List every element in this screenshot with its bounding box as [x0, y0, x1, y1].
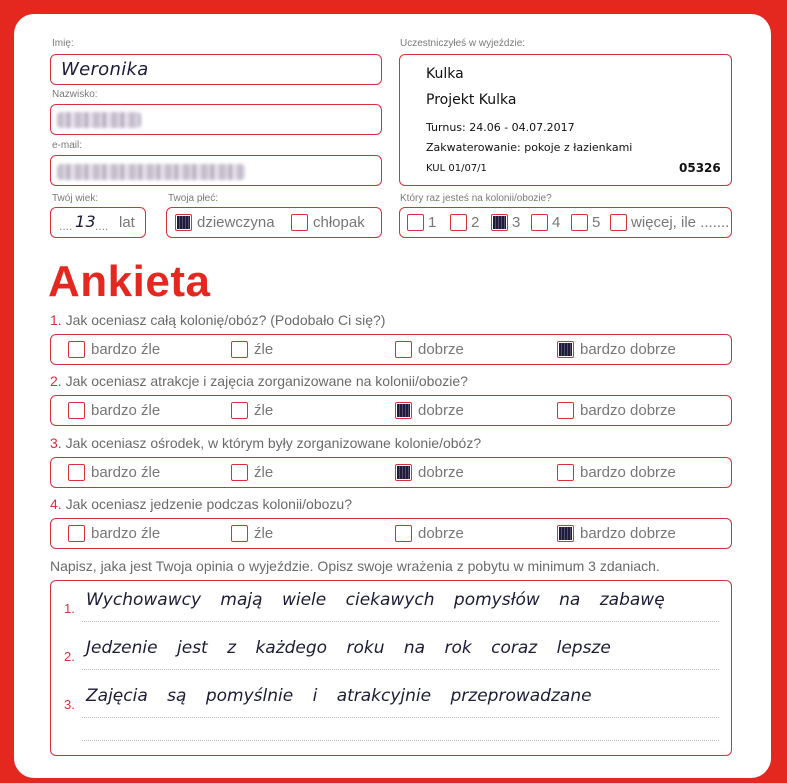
rating-option-label: bardzo dobrze — [580, 525, 676, 542]
rating-option[interactable] — [231, 458, 273, 487]
question-text: Jak oceniasz jedzenie podczas kolonii/obozu? — [65, 496, 352, 512]
question-number: 4. — [50, 496, 62, 512]
times-label: Który raz jesteś na kolonii/obozie? — [400, 193, 552, 204]
gender-option-girl[interactable]: dziewczyna — [175, 214, 275, 231]
question-1-options — [50, 334, 732, 365]
participant-label: Uczestniczyłeś w wyjeździe: — [400, 38, 526, 49]
rating-option-label: bardzo źle — [91, 464, 161, 481]
rating-option[interactable] — [557, 519, 676, 548]
question-3-options — [50, 457, 732, 488]
rating-option[interactable] — [557, 458, 676, 487]
checkbox[interactable] — [557, 464, 574, 481]
handwritten-answer: Zajęcia są pomyślnie i atrakcyjnie przeprowadzane — [86, 686, 592, 706]
rating-option-label: dobrze — [418, 525, 464, 542]
checkbox[interactable] — [68, 464, 85, 481]
checkbox[interactable] — [395, 402, 412, 419]
checkbox[interactable] — [231, 464, 248, 481]
rating-option[interactable] — [395, 519, 464, 548]
question-1-title — [50, 312, 385, 328]
times-option-2[interactable]: 2 — [450, 214, 479, 231]
question-2-title — [50, 373, 468, 389]
times-option-4[interactable]: 4 — [531, 214, 560, 231]
rating-option[interactable] — [395, 335, 464, 364]
question-text: Jak oceniasz ośrodek, w którym były zorganizowane kolonie/obóz? — [65, 435, 482, 451]
question-2-options — [50, 395, 732, 426]
rating-option[interactable] — [557, 335, 676, 364]
checkbox[interactable] — [571, 214, 588, 231]
checkbox[interactable] — [610, 214, 627, 231]
checkbox[interactable] — [231, 402, 248, 419]
checkbox[interactable] — [557, 402, 574, 419]
rating-option[interactable] — [68, 519, 160, 548]
checkbox[interactable] — [557, 525, 574, 542]
checkbox[interactable] — [68, 402, 85, 419]
checkbox[interactable] — [68, 525, 85, 542]
opinion-line[interactable] — [64, 585, 719, 632]
email-redacted — [57, 164, 245, 180]
rating-option[interactable] — [231, 396, 273, 425]
dotted-line — [82, 740, 719, 741]
age-value: 13 — [75, 212, 96, 231]
page-title: Ankieta — [48, 257, 211, 306]
opinion-line[interactable] — [64, 633, 719, 680]
question-number: 2. — [50, 373, 62, 389]
checkbox[interactable] — [68, 341, 85, 358]
rating-option-label: bardzo źle — [91, 525, 161, 542]
question-4-title — [50, 496, 352, 512]
rating-option-label: źle — [254, 402, 274, 419]
checkbox[interactable] — [231, 341, 248, 358]
camp-line2: Projekt Kulka — [426, 92, 517, 108]
times-option-5[interactable]: 5 — [571, 214, 600, 231]
question-3-title — [50, 435, 481, 451]
question-text: Jak oceniasz atrakcje i zajęcia zorganizowane na kolonii/obozie? — [65, 373, 468, 389]
email-field[interactable] — [50, 155, 382, 186]
rating-option-label: źle — [254, 525, 274, 542]
age-field[interactable]: .... 13 .... lat — [50, 207, 146, 238]
name-value: Weronika — [61, 59, 149, 80]
camp-accommodation: Zakwaterowanie: pokoje z łazienkami — [426, 141, 633, 154]
opinion-prompt: Napisz, jaka jest Twoja opinia o wyjeździe. Opisz swoje wrażenia z pobytu w minimum 3 zdaniach. — [50, 558, 660, 574]
rating-option-label: dobrze — [418, 464, 464, 481]
camp-info-box — [399, 54, 732, 186]
checkbox[interactable] — [557, 341, 574, 358]
rating-option-label: bardzo dobrze — [580, 402, 676, 419]
question-4-options — [50, 518, 732, 549]
gender-option-boy[interactable]: chłopak — [291, 214, 365, 231]
rating-option[interactable] — [231, 335, 273, 364]
surname-label: Nazwisko: — [52, 89, 98, 100]
checkbox[interactable] — [395, 341, 412, 358]
times-option-1[interactable]: 1 — [407, 214, 436, 231]
rating-option[interactable] — [68, 458, 160, 487]
dotted-line — [82, 621, 719, 622]
rating-option-label: dobrze — [418, 402, 464, 419]
rating-option-label: bardzo dobrze — [580, 464, 676, 481]
age-unit: lat — [119, 214, 135, 231]
name-label: Imię: — [52, 38, 74, 49]
rating-option[interactable] — [395, 458, 464, 487]
times-field — [399, 207, 732, 238]
camp-number: 05326 — [679, 161, 721, 175]
question-number: 3. — [50, 435, 62, 451]
checkbox[interactable] — [491, 214, 508, 231]
checkbox[interactable] — [450, 214, 467, 231]
name-field[interactable] — [50, 54, 382, 85]
line-number: 2. — [64, 649, 75, 664]
line-number: 1. — [64, 601, 75, 616]
rating-option[interactable] — [557, 396, 676, 425]
rating-option-label: bardzo źle — [91, 402, 161, 419]
checkbox[interactable] — [395, 525, 412, 542]
times-option-3[interactable]: 3 — [491, 214, 520, 231]
opinion-empty-line[interactable] — [64, 704, 719, 751]
checkbox[interactable] — [231, 525, 248, 542]
handwritten-answer: Jedzenie jest z każdego roku na rok coraz lepsze — [86, 638, 611, 658]
checkbox[interactable] — [531, 214, 548, 231]
checkbox[interactable] — [175, 214, 192, 231]
surname-redacted — [57, 112, 141, 128]
checkbox[interactable] — [395, 464, 412, 481]
rating-option[interactable] — [395, 396, 464, 425]
question-text: Jak oceniasz całą kolonię/obóz? (Podobało Ci się?) — [65, 312, 386, 328]
line-number: 3. — [64, 697, 75, 712]
rating-option[interactable] — [68, 396, 160, 425]
gender-field — [166, 207, 382, 238]
rating-option[interactable] — [231, 519, 273, 548]
rating-option-label: bardzo dobrze — [580, 341, 676, 358]
age-label: Twój wiek: — [52, 193, 99, 204]
rating-option-label: źle — [254, 464, 274, 481]
email-label: e-mail: — [52, 140, 83, 151]
rating-option-label: bardzo źle — [91, 341, 161, 358]
question-number: 1. — [50, 312, 62, 328]
times-option-more[interactable]: więcej, ile ....... — [610, 214, 729, 231]
checkbox[interactable] — [291, 214, 308, 231]
rating-option[interactable] — [68, 335, 160, 364]
gender-label: Twoja płeć: — [168, 193, 219, 204]
dotted-line — [82, 669, 719, 670]
surname-field[interactable] — [50, 104, 382, 135]
camp-turnus: Turnus: 24.06 - 04.07.2017 — [426, 121, 575, 134]
handwritten-answer: Wychowawcy mają wiele ciekawych pomysłów na zabawę — [86, 590, 665, 610]
rating-option-label: dobrze — [418, 341, 464, 358]
rating-option-label: źle — [254, 341, 274, 358]
camp-code: KUL 01/07/1 — [426, 163, 487, 174]
camp-line1: Kulka — [426, 66, 464, 82]
checkbox[interactable] — [407, 214, 424, 231]
